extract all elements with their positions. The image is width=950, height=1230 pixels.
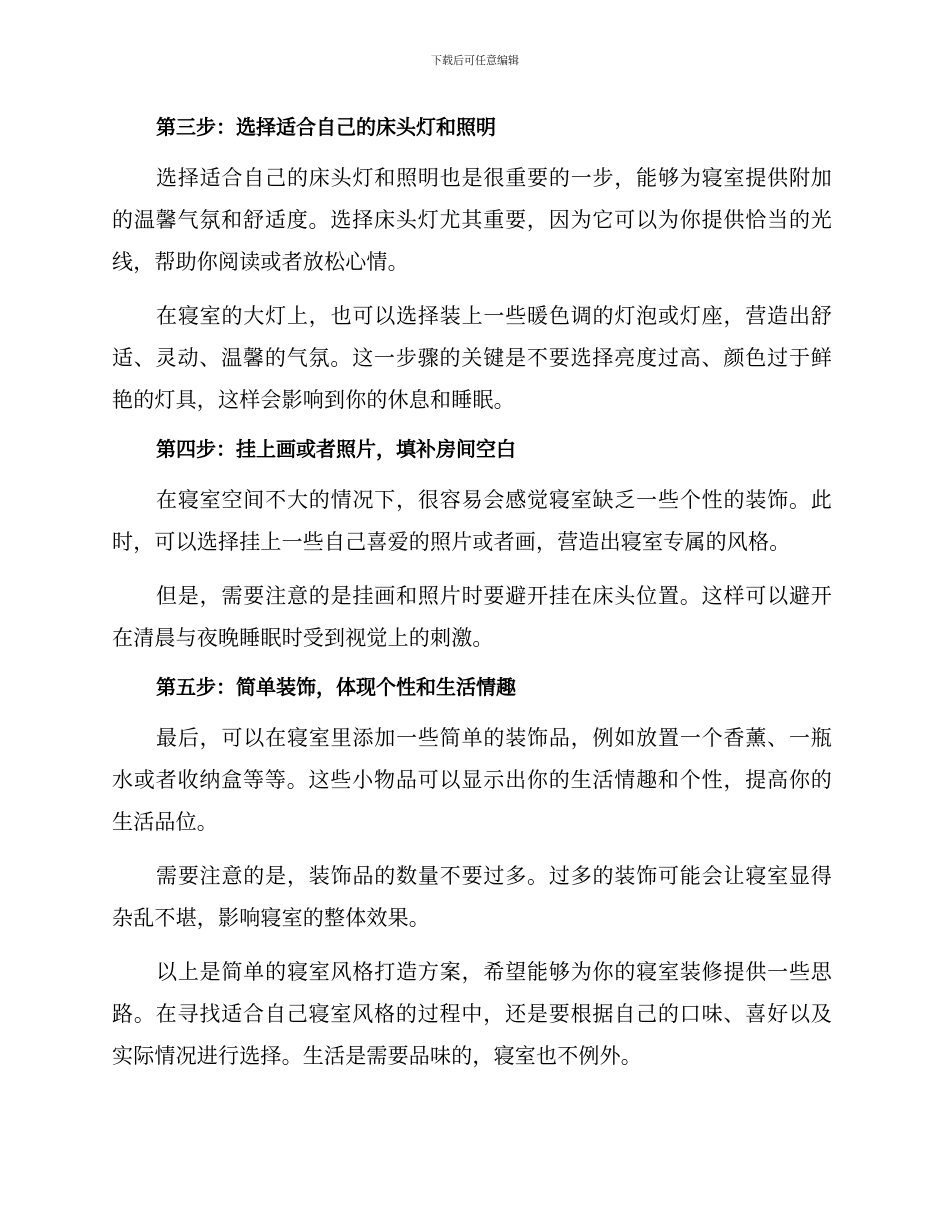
paragraph: 选择适合自己的床头灯和照明也是很重要的一步，能够为寝室提供附加的温馨气氛和舒适度。选择床头灯尤其重要，因为它可以为你提供恰当的光线，帮助你阅读或者放松心情。	[112, 166, 832, 274]
paragraph: 最后，可以在寝室里添加一些简单的装饰品，例如放置一个香薰、一瓶水或者收纳盒等等。这些小物品可以显示出你的生活情趣和个性，提高你的生活品位。	[112, 726, 832, 834]
paragraph: 以上是简单的寝室风格打造方案，希望能够为你的寝室装修提供一些思路。在寻找适合自己寝室风格的过程中，还是要根据自己的口味、喜好以及实际情况进行选择。生活是需要品味的，寝室也不例外。	[112, 960, 832, 1068]
paragraph: 但是，需要注意的是挂画和照片时要避开挂在床头位置。这样可以避开在清晨与夜晚睡眠时受到视觉上的刺激。	[112, 584, 832, 650]
paragraph: 在寝室空间不大的情况下，很容易会感觉寝室缺乏一些个性的装饰。此时，可以选择挂上一些自己喜爱的照片或者画，营造出寝室专属的风格。	[112, 488, 832, 554]
section-heading-step-5: 第五步：简单装饰，体现个性和生活情趣	[156, 675, 516, 699]
page-header: 下载后可任意编辑	[431, 54, 519, 67]
paragraph: 在寝室的大灯上，也可以选择装上一些暖色调的灯泡或灯座，营造出舒适、灵动、温馨的气氛。这一步骤的关键是不要选择亮度过高、颜色过于鲜艳的灯具，这样会影响到你的休息和睡眠。	[112, 304, 832, 412]
section-heading-step-3: 第三步：选择适合自己的床头灯和照明	[156, 115, 496, 139]
document-body	[112, 113, 832, 1077]
section-heading-step-4: 第四步：挂上画或者照片，填补房间空白	[156, 437, 516, 461]
paragraph: 需要注意的是，装饰品的数量不要过多。过多的装饰可能会让寝室显得杂乱不堪，影响寝室的整体效果。	[112, 864, 832, 930]
